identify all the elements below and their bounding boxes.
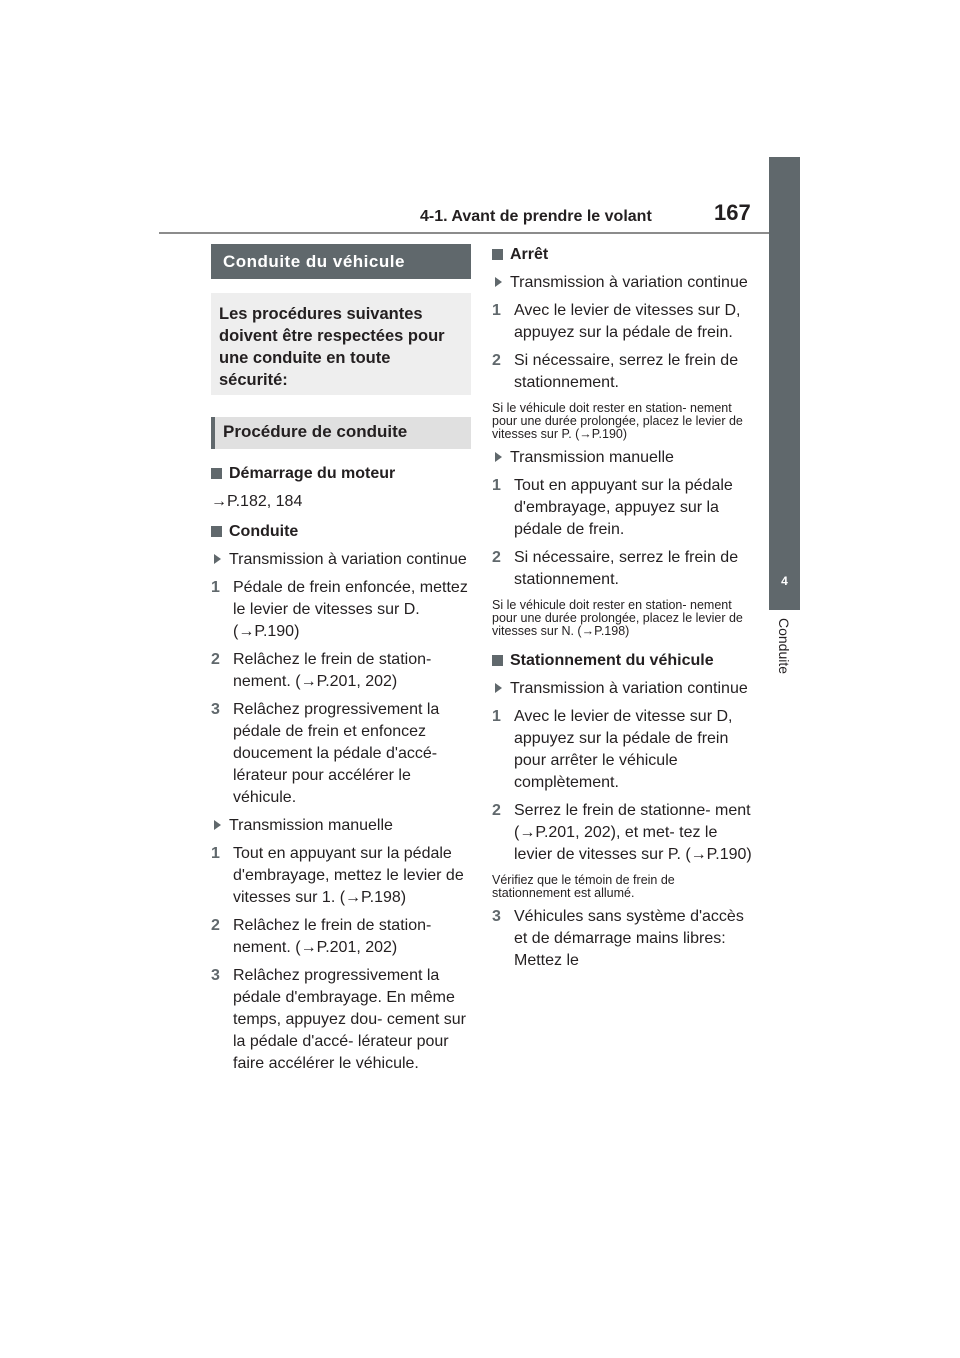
- triangle-bullet-icon: [495, 683, 502, 693]
- step-number: 1: [211, 579, 220, 596]
- heading-conduite: Conduite: [211, 521, 471, 543]
- step-text: Relâchez le frein de station- nement. (→P.201, 202): [233, 917, 432, 956]
- step-item: [211, 577, 471, 643]
- step-number: 3: [211, 967, 220, 984]
- chapter-tab-label: Conduite: [776, 618, 792, 675]
- step-text: Si nécessaire, serrez le frein de stationnement.: [514, 352, 739, 391]
- note-text: Si le véhicule doit rester en station- nement pour une durée prolongée, placez le levier de vitesses sur N. (→P.198): [492, 598, 743, 638]
- step-item: [492, 706, 754, 794]
- chapter-tab: [769, 157, 800, 610]
- square-bullet-icon: [211, 526, 222, 537]
- sub-heading-manual: Transmission manuelle: [211, 815, 471, 837]
- step-number: 1: [492, 302, 501, 319]
- step-item: [492, 350, 754, 394]
- page-reference: →P.182, 184: [211, 493, 303, 510]
- heading-arret: Arrêt: [492, 244, 754, 266]
- triangle-bullet-icon: [214, 554, 221, 564]
- step-item: [211, 843, 471, 909]
- page-number: 167: [714, 200, 751, 225]
- step-text: Pédale de frein enfoncée, mettez le levier de vitesses sur D. (→P.190): [233, 579, 468, 640]
- step-item: [492, 547, 754, 591]
- triangle-bullet-icon: [495, 452, 502, 462]
- square-bullet-icon: [211, 468, 222, 479]
- note-text: Vérifiez que le témoin de frein de stationnement est allumé.: [492, 873, 675, 900]
- sub-heading-cvt: Transmission à variation continue: [492, 678, 754, 700]
- step-text: Relâchez le frein de station- nement. (→P.201, 202): [233, 651, 432, 690]
- step-number: 2: [492, 802, 501, 819]
- sub-heading-manual: Transmission manuelle: [492, 447, 754, 469]
- step-number: 2: [492, 352, 501, 369]
- header-rule: [159, 232, 800, 234]
- heading-stationnement: Stationnement du véhicule: [492, 650, 754, 672]
- step-text: Relâchez progressivement la pédale d'embrayage. En même temps, appuyez dou- cement sur la pédale d'accé- lérateur pour faire accélérer le véhicule.: [233, 967, 467, 1072]
- step-number: 3: [211, 701, 220, 718]
- sub-heading-cvt: Transmission à variation continue: [211, 549, 471, 571]
- step-text: Tout en appuyant sur la pédale d'embrayage, mettez le levier de vitesses sur 1. (→P.198): [233, 845, 464, 906]
- triangle-bullet-icon: [214, 820, 221, 830]
- step-text: Avec le levier de vitesse sur D, appuyez sur la pédale de frein pour arrêter le véhicule complètement.: [514, 708, 733, 791]
- step-item: [211, 915, 471, 959]
- step-number: 1: [492, 477, 501, 494]
- step-number: 3: [492, 908, 501, 925]
- square-bullet-icon: [492, 249, 503, 260]
- intro-box: Les procédures suivantes doivent être respectées pour une conduite en toute sécurité:: [211, 293, 471, 395]
- step-item: [492, 906, 754, 972]
- step-text: Serrez le frein de stationne- ment (→P.201, 202), et met- tez le levier de vitesses sur P. (→P.190): [514, 802, 752, 863]
- step-text: Véhicules sans système d'accès et de démarrage mains libres: Mettez le: [514, 908, 744, 969]
- square-bullet-icon: [492, 655, 503, 666]
- step-item: [211, 699, 471, 809]
- step-number: 2: [492, 549, 501, 566]
- step-number: 1: [211, 845, 220, 862]
- step-number: 2: [211, 917, 220, 934]
- note-text: Si le véhicule doit rester en station- nement pour une durée prolongée, placez le levier de vitesses sur P. (→P.190): [492, 401, 743, 441]
- sub-heading-cvt: Transmission à variation continue: [492, 272, 754, 294]
- step-item: [492, 475, 754, 541]
- step-text: Si nécessaire, serrez le frein de stationnement.: [514, 549, 739, 588]
- step-text: Tout en appuyant sur la pédale d'embrayage, appuyez sur la pédale de frein.: [514, 477, 733, 538]
- step-text: Avec le levier de vitesses sur D, appuyez sur la pédale de frein.: [514, 302, 741, 341]
- left-column: [211, 244, 471, 1075]
- step-item: [492, 300, 754, 344]
- step-number: 2: [211, 651, 220, 668]
- procedure-title: Procédure de conduite: [211, 417, 471, 449]
- right-column: [492, 244, 754, 972]
- step-number: 1: [492, 708, 501, 725]
- step-item: [211, 649, 471, 693]
- triangle-bullet-icon: [495, 277, 502, 287]
- heading-demarrage: Démarrage du moteur: [211, 463, 471, 485]
- running-header: 4-1. Avant de prendre le volant: [420, 208, 652, 225]
- step-item: [211, 965, 471, 1075]
- step-text: Relâchez progressivement la pédale de frein et enfoncez doucement la pédale d'accé- lérateur pour accélérer le véhicule.: [233, 701, 440, 806]
- section-title: Conduite du véhicule: [211, 244, 471, 279]
- chapter-tab-number: 4: [781, 574, 788, 588]
- step-item: [492, 800, 754, 866]
